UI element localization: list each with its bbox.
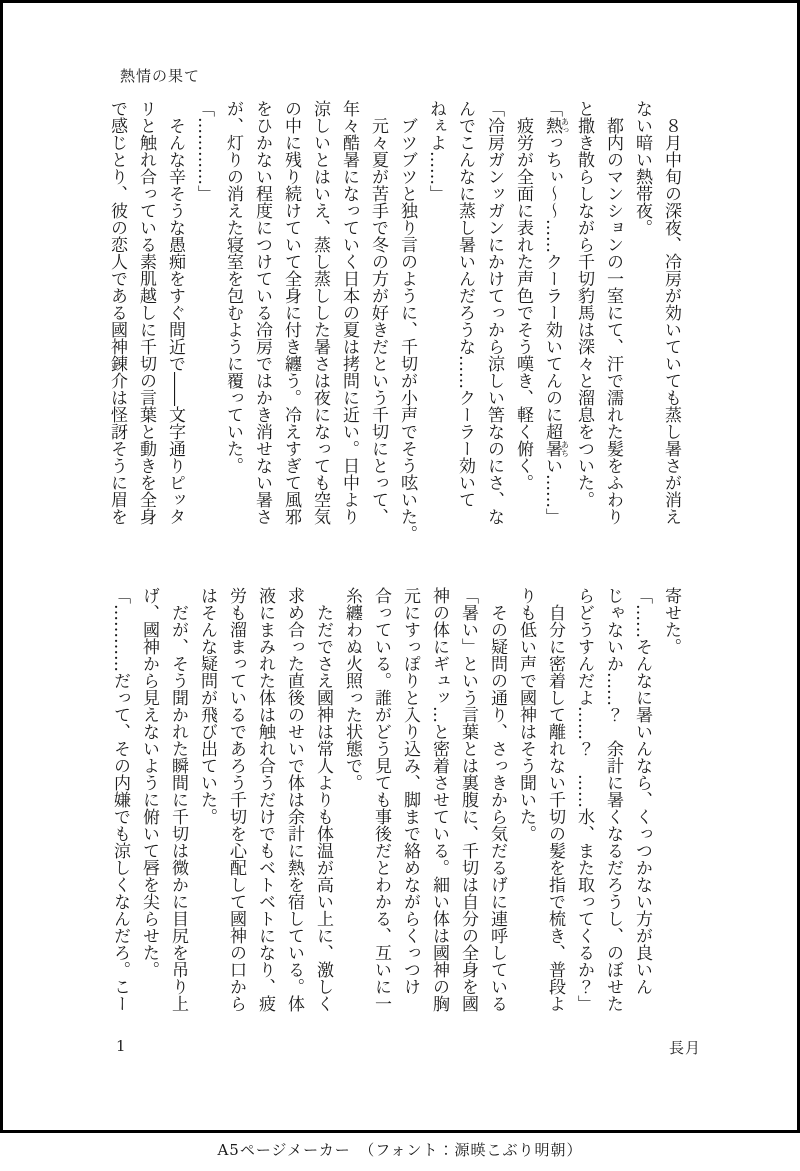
text-column: だが、そう聞かれた瞬間に千切は微かに目尻を吊り上 — [168, 587, 188, 1012]
text-column: 「暑い」という言葉とは裏腹に、千切は自分の全身を國 — [458, 587, 478, 1012]
text-column: 「…………だって、その内嫌でも涼しくなんだろ。こー — [110, 587, 130, 1012]
text-block-bottom — [105, 587, 685, 1039]
text-column: 「熱あっっちぃ～～……クーラー効いてんのに超暑あちい……」 — [542, 100, 570, 525]
text-column: 「……そんなに暑いんなら、くっつかない方が良いん — [632, 587, 652, 995]
text-column: ８月中旬の深夜、冷房が効いていても蒸し暑さが消え — [661, 100, 681, 525]
text-column: 求め合った直後のせいで体は余計に熱を宿している。体 — [284, 587, 304, 1012]
text-column: 疲労が全面に表れた声色でそう嘆き、軽く俯く。 — [513, 100, 533, 491]
page-number: 1 — [116, 1037, 126, 1055]
text-column: 自分に密着して離れない千切の髪を指で梳き、普段よ — [545, 587, 565, 1012]
text-column: 「…………」 — [194, 100, 214, 202]
text-column: リと触れ合っている素肌越しに千切の言葉と動きを全身 — [136, 100, 156, 525]
text-column: が、灯りの消えた寝室を包むように覆っていた。 — [223, 100, 243, 474]
text-column: 元々夏が苦手で冬の方が好きだという千切にとって、 — [368, 100, 388, 525]
text-column: ただでさえ國神は常人よりも体温が高い上に、激しく — [313, 587, 333, 1012]
text-column: 糸纏わぬ火照った状態で。 — [342, 587, 362, 791]
text-column: で感じとり、彼の恋人である國神錬介は怪訝そうに眉を — [107, 100, 127, 525]
text-column: 都内のマンションの一室にて、汗で濡れた髪をふわり — [603, 100, 623, 525]
text-column: じゃないか……？ 余計に暑くなるだろうし、のぼせた — [603, 587, 623, 1012]
text-column: 年々酷暑になっていく日本の夏は拷問に近い。日中より — [339, 100, 359, 525]
text-column: そんな辛そうな愚痴をすぐ間近で――文字通りピッタ — [165, 100, 185, 525]
text-block-top — [102, 100, 685, 552]
text-column: 「冷房ガンッガンにかけてっから涼しい筈なのにさ、な — [484, 100, 504, 525]
text-column: 液にまみれた体は触れ合うだけでもベトベトになり、疲 — [255, 587, 275, 1012]
text-column: りも低い声で國神はそう聞いた。 — [516, 587, 536, 842]
text-column: 涼しいとはいえ、蒸し蒸しした暑さは夜になっても空気 — [310, 100, 330, 525]
text-column: 元にすっぽりと入り込み、脚まで絡めながらくっつけ — [400, 587, 420, 995]
text-column: ない暗い熱帯夜。 — [632, 100, 652, 236]
footer-caption: A5ページメーカー （フォント：源暎こぶり明朝） — [217, 1141, 583, 1159]
text-column: らどうすんだよ……？ ……水、また取ってくるか？」 — [574, 587, 594, 1012]
text-column: 神の体にギュッ…と密着させている。細い体は國神の胸 — [429, 587, 449, 1012]
text-column: と撒き散らしながら千切豹馬は深々と溜息をついた。 — [574, 100, 594, 508]
text-column: をひかない程度につけている冷房ではかき消せない暑さ — [252, 100, 272, 525]
text-column: その疑問の通り、さっきから気だるげに連呼している — [487, 587, 507, 1012]
text-column: んでこんなに蒸し暑いんだろうな……クーラー効いて — [455, 100, 475, 508]
text-column: げ、國神から見えないように俯いて唇を尖らせた。 — [139, 587, 159, 978]
text-column: ねぇよ……」 — [426, 100, 446, 202]
text-column: 合っている。誰がどう見ても事後だとわかる、互いに一 — [371, 587, 391, 1012]
text-column: の中に残り続けていて全身に付き纏う。冷えすぎて風邪 — [281, 100, 301, 525]
text-column: 労も溜まっているであろう千切を心配して國神の口から — [226, 587, 246, 1012]
text-column: はそんな疑問が飛び出ていた。 — [197, 587, 217, 825]
running-title: 熱情の果て — [120, 67, 201, 85]
text-column: ブツブツと独り言のように、千切が小声でそう呟いた。 — [397, 100, 417, 542]
text-column: 寄せた。 — [661, 587, 681, 655]
author-name: 長月 — [669, 1039, 702, 1057]
